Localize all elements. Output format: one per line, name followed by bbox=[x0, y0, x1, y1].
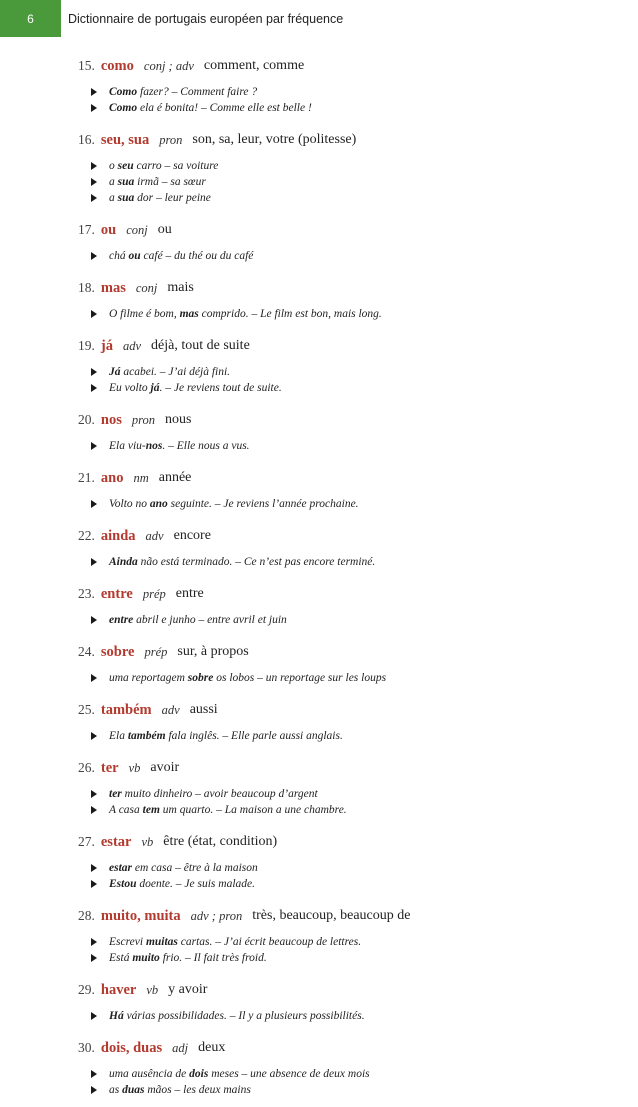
entry-headline bbox=[78, 215, 598, 248]
example-sentence bbox=[78, 860, 598, 876]
example-rest: várias possibilidades. – Il y a plusieurs possibilités. bbox=[123, 1010, 365, 1022]
dictionary-entry bbox=[78, 331, 598, 396]
example-list bbox=[78, 1066, 598, 1098]
entry-headline bbox=[78, 463, 598, 496]
entry-headline bbox=[78, 1033, 598, 1066]
example-keyword: estar bbox=[109, 862, 132, 874]
definition: sur, à propos bbox=[177, 644, 249, 659]
dictionary-entry bbox=[78, 1033, 598, 1098]
triangle-right-icon bbox=[91, 178, 97, 186]
example-sentence bbox=[78, 496, 598, 512]
example-rest: em casa – être à la maison bbox=[132, 862, 258, 874]
example-prefix: Eu volto bbox=[109, 382, 151, 394]
triangle-right-icon bbox=[91, 1070, 97, 1078]
triangle-right-icon bbox=[91, 104, 97, 112]
example-prefix: o bbox=[109, 160, 118, 172]
example-keyword: Como bbox=[109, 86, 138, 98]
example-prefix: as bbox=[109, 1084, 123, 1096]
example-keyword: ou bbox=[128, 250, 141, 262]
example-sentence bbox=[78, 380, 598, 396]
entry-number: 17. bbox=[78, 222, 95, 237]
example-rest: frio. – Il fait très froid. bbox=[159, 952, 267, 964]
example-rest: doente. – Je suis malade. bbox=[136, 878, 255, 890]
triangle-right-icon bbox=[91, 1012, 97, 1020]
example-sentence bbox=[78, 950, 598, 966]
entry-number: 28. bbox=[78, 908, 95, 923]
example-keyword: Como bbox=[109, 102, 138, 114]
headword: haver bbox=[100, 982, 137, 998]
dictionary-entry bbox=[78, 521, 598, 570]
entry-number: 23. bbox=[78, 586, 95, 601]
example-sentence bbox=[78, 174, 598, 190]
example-keyword: já bbox=[150, 382, 160, 394]
entry-headline bbox=[78, 637, 598, 670]
example-keyword: tem bbox=[142, 804, 160, 816]
example-keyword: Ainda bbox=[109, 556, 138, 568]
dictionary-entry bbox=[78, 215, 598, 264]
example-rest: comprido. – Le film est bon, mais long. bbox=[198, 308, 382, 320]
example-keyword: muitas bbox=[145, 936, 178, 948]
example-rest: meses – une absence de deux mois bbox=[208, 1068, 370, 1080]
example-rest: muito dinheiro – avoir beaucoup d’argent bbox=[121, 788, 318, 800]
example-sentence bbox=[78, 612, 598, 628]
headword: sobre bbox=[100, 644, 135, 660]
triangle-right-icon bbox=[91, 558, 97, 566]
example-sentence bbox=[78, 84, 598, 100]
headword: ter bbox=[100, 760, 119, 776]
dictionary-entry bbox=[78, 827, 598, 892]
entry-headline bbox=[78, 273, 598, 306]
entry-number: 21. bbox=[78, 470, 95, 485]
example-prefix: chá bbox=[109, 250, 129, 262]
definition: mais bbox=[167, 280, 194, 295]
entry-headline bbox=[78, 579, 598, 612]
example-prefix: Escrevi bbox=[109, 936, 146, 948]
entry-number: 22. bbox=[78, 528, 95, 543]
headword: como bbox=[100, 58, 134, 74]
part-of-speech: conj bbox=[126, 223, 148, 237]
entry-number: 16. bbox=[78, 132, 95, 147]
example-sentence bbox=[78, 554, 598, 570]
definition: avoir bbox=[150, 760, 180, 775]
example-keyword: Há bbox=[109, 1010, 124, 1022]
example-rest: café – du thé ou du café bbox=[140, 250, 254, 262]
example-prefix: uma ausência de bbox=[109, 1068, 190, 1080]
example-keyword: sobre bbox=[187, 672, 214, 684]
example-prefix: Está bbox=[109, 952, 133, 964]
example-keyword: também bbox=[127, 730, 166, 742]
part-of-speech: nm bbox=[133, 471, 149, 485]
entry-number: 27. bbox=[78, 834, 95, 849]
entry-headline bbox=[78, 51, 598, 84]
example-list bbox=[78, 612, 598, 628]
example-prefix: Volto no bbox=[109, 498, 150, 510]
entry-headline bbox=[78, 827, 598, 860]
example-keyword: mas bbox=[179, 308, 199, 320]
definition: déjà, tout de suite bbox=[151, 338, 250, 353]
triangle-right-icon bbox=[91, 252, 97, 260]
example-list bbox=[78, 496, 598, 512]
definition: y avoir bbox=[168, 982, 208, 997]
example-list bbox=[78, 438, 598, 454]
example-keyword: sua bbox=[117, 176, 135, 188]
definition: encore bbox=[173, 528, 211, 543]
example-keyword: ter bbox=[109, 788, 122, 800]
part-of-speech: vb bbox=[141, 835, 154, 849]
headword: ano bbox=[100, 470, 124, 486]
example-rest: dor – leur peine bbox=[134, 192, 211, 204]
example-sentence bbox=[78, 1066, 598, 1082]
headword: nos bbox=[100, 412, 122, 428]
example-prefix: a bbox=[109, 176, 118, 188]
headword: dois, duas bbox=[100, 1040, 163, 1056]
example-sentence bbox=[78, 934, 598, 950]
dictionary-entry bbox=[78, 637, 598, 686]
part-of-speech: adv bbox=[122, 339, 142, 353]
triangle-right-icon bbox=[91, 880, 97, 888]
example-list bbox=[78, 670, 598, 686]
entry-number: 26. bbox=[78, 760, 95, 775]
example-rest: cartas. – J’ai écrit beaucoup de lettres. bbox=[177, 936, 362, 948]
triangle-right-icon bbox=[91, 954, 97, 962]
example-sentence bbox=[78, 438, 598, 454]
headword: seu, sua bbox=[100, 132, 150, 148]
example-keyword: muito bbox=[132, 952, 160, 964]
example-prefix: a bbox=[109, 192, 118, 204]
entry-number: 24. bbox=[78, 644, 95, 659]
example-list bbox=[78, 728, 598, 744]
part-of-speech: vb bbox=[128, 761, 141, 775]
definition: nous bbox=[165, 412, 192, 427]
example-rest: fala inglês. – Elle parle aussi anglais. bbox=[165, 730, 343, 742]
definition: comment, comme bbox=[203, 58, 305, 73]
example-sentence bbox=[78, 876, 598, 892]
headword: ainda bbox=[100, 528, 136, 544]
example-rest: fazer? – Comment faire ? bbox=[137, 86, 258, 98]
triangle-right-icon bbox=[91, 938, 97, 946]
example-rest: . – Elle nous a vus. bbox=[162, 440, 250, 452]
example-sentence bbox=[78, 1082, 598, 1098]
example-sentence bbox=[78, 670, 598, 686]
example-prefix: O filme é bom, bbox=[109, 308, 180, 320]
triangle-right-icon bbox=[91, 194, 97, 202]
example-rest: abril e junho – entre avril et juin bbox=[133, 614, 287, 626]
entry-number: 20. bbox=[78, 412, 95, 427]
part-of-speech: pron bbox=[159, 133, 183, 147]
part-of-speech: pron bbox=[131, 413, 155, 427]
example-sentence bbox=[78, 364, 598, 380]
part-of-speech: adv ; pron bbox=[190, 909, 243, 923]
headword: muito, muita bbox=[100, 908, 181, 924]
example-prefix: Ela viu- bbox=[109, 440, 146, 452]
example-sentence bbox=[78, 248, 598, 264]
headword: ou bbox=[100, 222, 117, 238]
example-rest: um quarto. – La maison a une chambre. bbox=[159, 804, 347, 816]
definition: ou bbox=[157, 222, 172, 237]
example-list bbox=[78, 1008, 598, 1024]
triangle-right-icon bbox=[91, 790, 97, 798]
entry-headline bbox=[78, 331, 598, 364]
example-list bbox=[78, 786, 598, 818]
example-rest: ela é bonita! – Comme elle est belle ! bbox=[137, 102, 312, 114]
page-number: 6 bbox=[0, 0, 61, 37]
entry-number: 19. bbox=[78, 338, 95, 353]
example-keyword: seu bbox=[117, 160, 134, 172]
example-keyword: entre bbox=[109, 614, 134, 626]
dictionary-entry bbox=[78, 125, 598, 206]
entry-headline bbox=[78, 753, 598, 786]
example-sentence bbox=[78, 100, 598, 116]
triangle-right-icon bbox=[91, 732, 97, 740]
example-prefix: Ela bbox=[109, 730, 128, 742]
dictionary-entry bbox=[78, 463, 598, 512]
example-list bbox=[78, 306, 598, 322]
example-keyword: dois bbox=[189, 1068, 209, 1080]
part-of-speech: adv bbox=[145, 529, 164, 543]
definition: entre bbox=[175, 586, 204, 601]
example-keyword: Estou bbox=[109, 878, 137, 890]
example-list bbox=[78, 364, 598, 396]
triangle-right-icon bbox=[91, 442, 97, 450]
headword: estar bbox=[100, 834, 132, 850]
example-list bbox=[78, 84, 598, 116]
triangle-right-icon bbox=[91, 806, 97, 814]
part-of-speech: adv bbox=[161, 703, 180, 717]
example-rest: não está terminado. – Ce n’est pas encore terminé. bbox=[137, 556, 376, 568]
dictionary-entry bbox=[78, 753, 598, 818]
dictionary-entry bbox=[78, 901, 598, 966]
dictionary-entry bbox=[78, 51, 598, 116]
dictionary-entry bbox=[78, 579, 598, 628]
triangle-right-icon bbox=[91, 384, 97, 392]
example-rest: . – Je reviens tout de suite. bbox=[159, 382, 282, 394]
triangle-right-icon bbox=[91, 162, 97, 170]
entry-number: 25. bbox=[78, 702, 95, 717]
running-title: Dictionnaire de portugais européen par fréquence bbox=[68, 12, 344, 26]
example-sentence bbox=[78, 190, 598, 206]
example-keyword: sua bbox=[117, 192, 135, 204]
part-of-speech: prép bbox=[142, 587, 166, 601]
entry-number: 18. bbox=[78, 280, 95, 295]
example-list bbox=[78, 248, 598, 264]
dictionary-entries bbox=[78, 51, 598, 1107]
definition: son, sa, leur, votre (politesse) bbox=[192, 132, 357, 147]
definition: très, beaucoup, beaucoup de bbox=[252, 908, 411, 923]
triangle-right-icon bbox=[91, 1086, 97, 1094]
page-header bbox=[0, 0, 638, 37]
entry-headline bbox=[78, 975, 598, 1008]
entry-headline bbox=[78, 125, 598, 158]
definition: être (état, condition) bbox=[163, 834, 278, 849]
triangle-right-icon bbox=[91, 864, 97, 872]
part-of-speech: adj bbox=[172, 1041, 189, 1055]
example-sentence bbox=[78, 1008, 598, 1024]
dictionary-entry bbox=[78, 975, 598, 1024]
headword: mas bbox=[100, 280, 126, 296]
entry-number: 29. bbox=[78, 982, 95, 997]
triangle-right-icon bbox=[91, 368, 97, 376]
headword: também bbox=[100, 702, 152, 718]
example-rest: irmã – sa sœur bbox=[134, 176, 206, 188]
part-of-speech: conj ; adv bbox=[143, 59, 194, 73]
example-sentence bbox=[78, 802, 598, 818]
part-of-speech: vb bbox=[146, 983, 159, 997]
part-of-speech: conj bbox=[135, 281, 158, 295]
example-sentence bbox=[78, 306, 598, 322]
triangle-right-icon bbox=[91, 500, 97, 508]
dictionary-entry bbox=[78, 405, 598, 454]
entry-number: 30. bbox=[78, 1040, 95, 1055]
dictionary-entry bbox=[78, 695, 598, 744]
dictionary-entry bbox=[78, 273, 598, 322]
entry-number: 15. bbox=[78, 58, 95, 73]
example-prefix: uma reportagem bbox=[109, 672, 188, 684]
example-list bbox=[78, 158, 598, 206]
example-rest: seguinte. – Je reviens l’année prochaine. bbox=[167, 498, 359, 510]
triangle-right-icon bbox=[91, 674, 97, 682]
definition: année bbox=[158, 470, 192, 485]
example-list bbox=[78, 860, 598, 892]
example-prefix: A casa bbox=[109, 804, 143, 816]
example-sentence bbox=[78, 728, 598, 744]
example-keyword: ano bbox=[149, 498, 168, 510]
triangle-right-icon bbox=[91, 310, 97, 318]
example-keyword: duas bbox=[122, 1084, 145, 1096]
example-list bbox=[78, 934, 598, 966]
example-sentence bbox=[78, 158, 598, 174]
triangle-right-icon bbox=[91, 616, 97, 624]
example-sentence bbox=[78, 786, 598, 802]
example-list bbox=[78, 554, 598, 570]
definition: aussi bbox=[189, 702, 218, 717]
headword: já bbox=[100, 338, 113, 354]
example-rest: carro – sa voiture bbox=[133, 160, 219, 172]
example-rest: mãos – les deux mains bbox=[144, 1084, 251, 1096]
example-keyword: Já bbox=[109, 366, 121, 378]
triangle-right-icon bbox=[91, 88, 97, 96]
example-keyword: nos bbox=[145, 440, 163, 452]
example-rest: acabei. – J’ai déjà fini. bbox=[120, 366, 231, 378]
entry-headline bbox=[78, 521, 598, 554]
part-of-speech: prép bbox=[144, 645, 168, 659]
definition: deux bbox=[198, 1040, 226, 1055]
entry-headline bbox=[78, 695, 598, 728]
headword: entre bbox=[100, 586, 133, 602]
entry-headline bbox=[78, 405, 598, 438]
example-rest: os lobos – un reportage sur les loups bbox=[213, 672, 387, 684]
entry-headline bbox=[78, 901, 598, 934]
